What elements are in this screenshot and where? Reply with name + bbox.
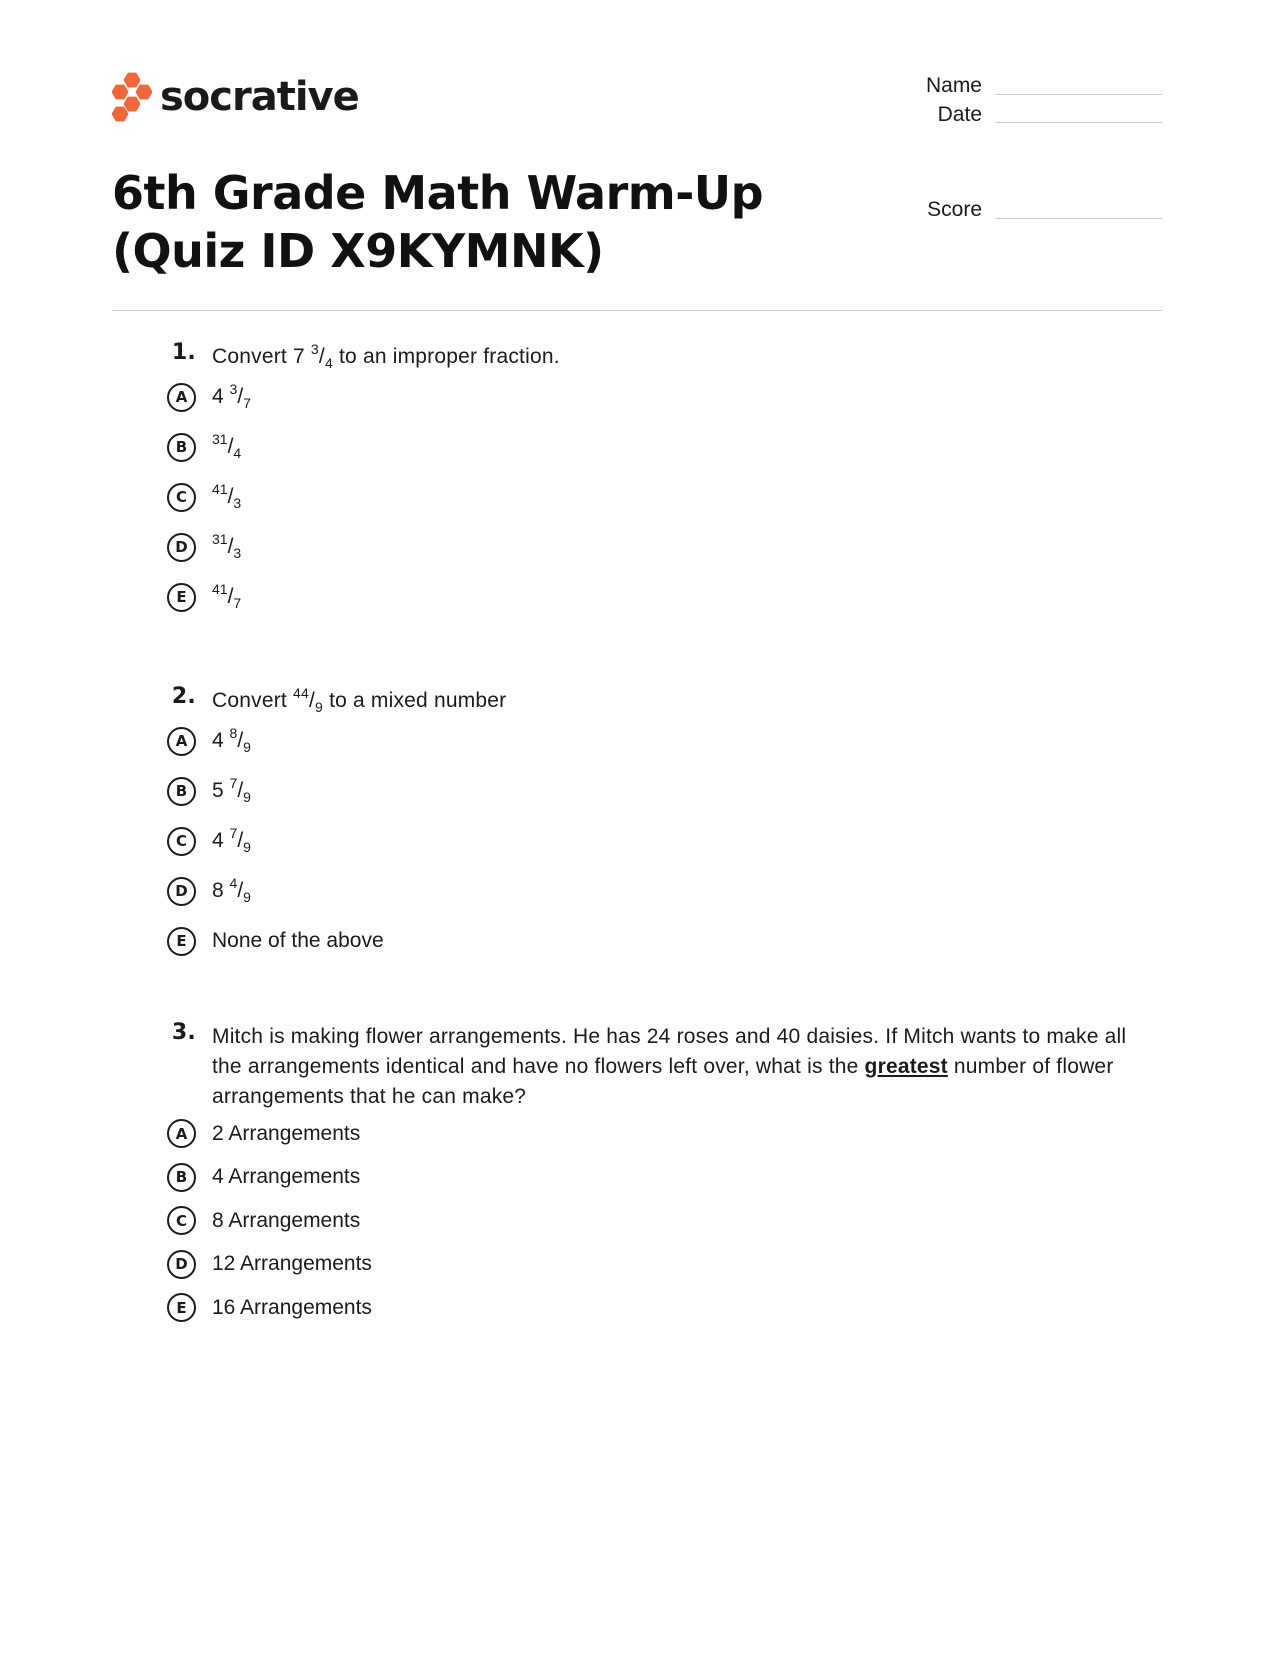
answer-option[interactable] xyxy=(160,422,1140,472)
quiz-title: 6th Grade Math Warm-Up (Quiz ID X9KYMNK) xyxy=(112,166,764,278)
answer-value: None of the above xyxy=(212,929,384,952)
answer-value: 8 Arrangements xyxy=(212,1208,361,1232)
answer-option[interactable] xyxy=(160,716,1140,766)
answer-option[interactable] xyxy=(160,472,1140,522)
question-1 xyxy=(160,342,1140,622)
hexagon-shape xyxy=(112,85,129,100)
answer-option[interactable] xyxy=(160,916,1140,966)
name-field[interactable] xyxy=(996,94,1162,95)
answer-value: 12 Arrangements xyxy=(212,1252,372,1276)
answer-value: 4 Arrangements xyxy=(212,1165,361,1189)
date-label: Date xyxy=(937,103,982,126)
hexagon-shape xyxy=(124,73,141,88)
answer-value: 16 Arrangements xyxy=(212,1295,372,1319)
score-field[interactable] xyxy=(996,218,1162,219)
answer-option[interactable] xyxy=(160,372,1140,422)
answer-bubble[interactable]: B xyxy=(167,777,196,806)
answer-option[interactable] xyxy=(160,522,1140,572)
answer-value: 4 $^7/_9$ xyxy=(212,825,251,855)
answer-value: 4 $^3/_7$ xyxy=(212,381,251,411)
answer-bubble[interactable]: E xyxy=(167,927,196,956)
score-label: Score xyxy=(927,198,982,221)
answer-option[interactable] xyxy=(160,816,1140,866)
answer-bubble[interactable]: E xyxy=(167,583,196,612)
answer-bubble[interactable]: E xyxy=(167,1293,196,1322)
question-stem: 2. Convert $^{44}/_9$ to a mixed number xyxy=(160,686,1140,716)
answer-bubble[interactable]: C xyxy=(167,483,196,512)
socrative-logo xyxy=(112,72,359,122)
answer-options xyxy=(160,372,1140,622)
answer-option[interactable] xyxy=(160,766,1140,816)
answer-value: $^{41}/_3$ xyxy=(212,481,242,511)
hexagon-shape xyxy=(112,107,129,122)
answer-value: 8 $^4/_9$ xyxy=(212,875,251,905)
answer-option[interactable] xyxy=(160,1199,1140,1243)
answer-bubble[interactable]: A xyxy=(167,383,196,412)
answer-bubble[interactable]: A xyxy=(167,1119,196,1148)
question-number: 3. xyxy=(171,1020,196,1045)
answer-bubble[interactable]: B xyxy=(167,433,196,462)
answer-bubble[interactable]: B xyxy=(167,1163,196,1192)
header-divider xyxy=(112,310,1162,311)
question-stem: 1. Convert 7 $^3/_4$ to an improper fraction. xyxy=(160,342,1140,372)
question-number: 1. xyxy=(171,340,196,365)
hexagon-cluster-icon xyxy=(112,72,152,122)
answer-value: $^{31}/_4$ xyxy=(212,431,242,461)
stem-fraction: $^{44}/_9$ xyxy=(292,685,324,715)
date-field[interactable] xyxy=(996,122,1162,123)
hexagon-shape xyxy=(124,97,141,112)
stem-fraction: $^3/_4$ xyxy=(310,341,333,371)
answer-bubble[interactable]: C xyxy=(167,1206,196,1235)
answer-options xyxy=(160,716,1140,966)
answer-bubble[interactable]: D xyxy=(167,877,196,906)
answer-option[interactable] xyxy=(160,1112,1140,1156)
answer-option[interactable] xyxy=(160,1243,1140,1287)
answer-value: 5 $^7/_9$ xyxy=(212,775,251,805)
answer-bubble[interactable]: D xyxy=(167,533,196,562)
answer-value: 2 Arrangements xyxy=(212,1121,361,1145)
question-stem: 3. Mitch is making flower arrangements. He has 24 roses and 40 daisies. If Mitch wants to make all the arrangements identical and have no flowers left over, what is the greatest number of flower arrangements that he can make? xyxy=(160,1022,1140,1112)
answer-option[interactable] xyxy=(160,866,1140,916)
answer-bubble[interactable]: A xyxy=(167,727,196,756)
answer-value: 4 $^8/_9$ xyxy=(212,725,251,755)
answer-value: $^{41}/_7$ xyxy=(212,581,242,611)
answer-options xyxy=(160,1112,1140,1330)
name-label: Name xyxy=(925,74,982,97)
question-2 xyxy=(160,686,1140,966)
answer-bubble[interactable]: C xyxy=(167,827,196,856)
answer-option[interactable] xyxy=(160,1286,1140,1330)
question-number: 2. xyxy=(171,684,196,709)
answer-option[interactable] xyxy=(160,1156,1140,1200)
answer-option[interactable] xyxy=(160,572,1140,622)
answer-value: $^{31}/_3$ xyxy=(212,531,242,561)
answer-bubble[interactable]: D xyxy=(167,1250,196,1279)
emphasis-word: greatest xyxy=(864,1055,948,1078)
hexagon-shape xyxy=(136,85,153,100)
brand-name: socrative xyxy=(160,74,359,120)
question-3 xyxy=(160,1022,1140,1330)
